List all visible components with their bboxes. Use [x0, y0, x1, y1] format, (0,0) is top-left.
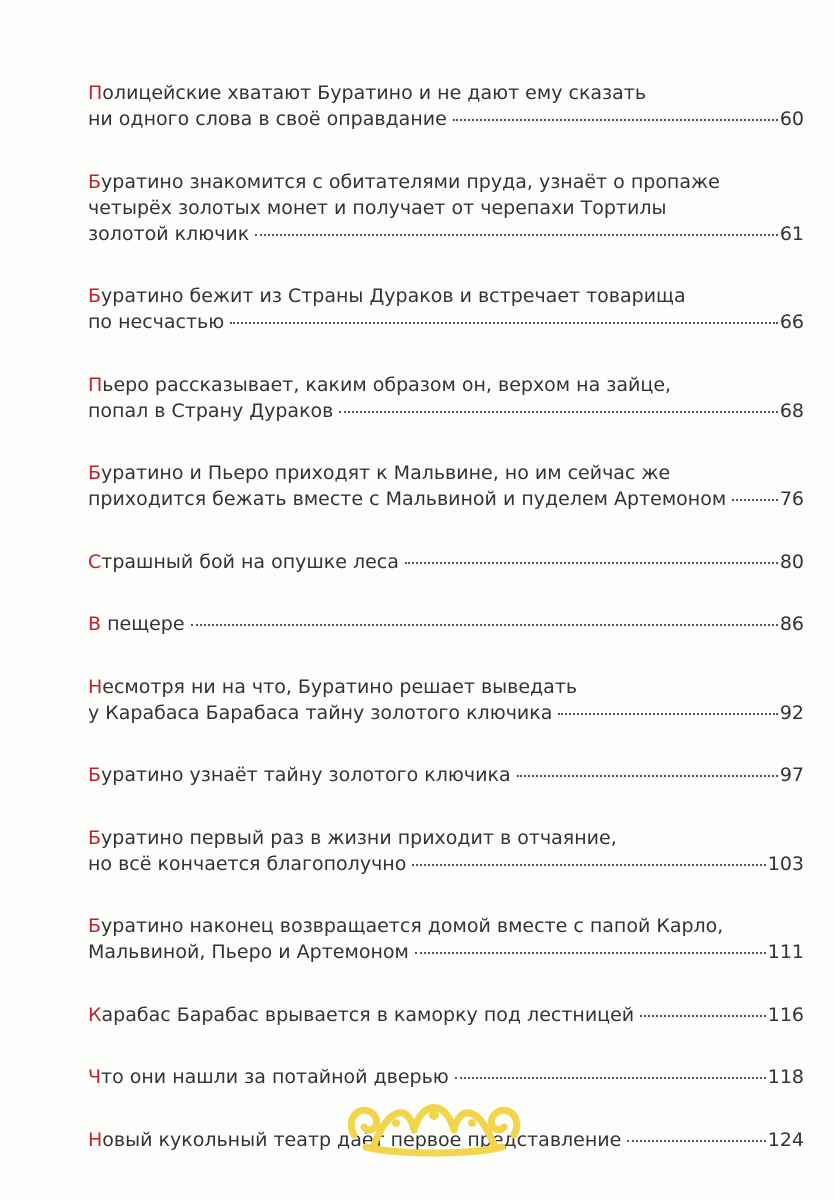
- decorative-scroll-ornament-icon: [344, 1085, 524, 1163]
- toc-entry-text-rest: уратино знакомится с обитателями пруда, узнаёт о пропаже: [101, 170, 720, 193]
- drop-initial: П: [88, 373, 103, 396]
- toc-entry-text: четырёх золотых монет и получает от черепахи Тортилы: [88, 196, 667, 219]
- toc-entry-text: [88, 169, 720, 195]
- toc-entry-text: [88, 283, 686, 309]
- toc-entry-text-rest: уратино первый раз в жизни приходит в отчаяние,: [101, 826, 617, 849]
- toc-entry[interactable]: [88, 80, 804, 132]
- toc-entry[interactable]: [88, 169, 804, 247]
- toc-entry-text-rest: то они нашли за потайной дверью: [101, 1066, 449, 1088]
- toc-entry-line: [88, 939, 804, 965]
- toc-entry-line: [88, 913, 804, 939]
- toc-entry[interactable]: [88, 1002, 804, 1028]
- table-of-contents: [88, 80, 804, 1189]
- dot-leader: [517, 775, 778, 777]
- page-number: 61: [779, 222, 804, 245]
- toc-entry-line: [88, 549, 804, 575]
- page-number: 68: [779, 399, 804, 422]
- toc-entry-text-rest: арабас Барабас врывается в каморку под лестницей: [101, 1003, 635, 1026]
- dot-leader: [732, 499, 778, 501]
- dot-leader: [191, 624, 778, 626]
- dot-leader: [255, 234, 778, 236]
- toc-entry[interactable]: [88, 460, 804, 512]
- drop-initial: Б: [88, 764, 102, 786]
- toc-entry[interactable]: [88, 825, 804, 877]
- page-number: 66: [779, 311, 804, 333]
- toc-entry-text-rest: уратино наконец возвращается домой вместе с папой Карло,: [101, 915, 724, 937]
- drop-initial: П: [88, 82, 103, 104]
- toc-entry-text: [88, 460, 670, 486]
- toc-entry[interactable]: [88, 913, 804, 965]
- dot-leader: [627, 1140, 765, 1142]
- toc-entry-line: [88, 195, 804, 221]
- toc-entry-line: [88, 851, 804, 877]
- drop-initial: Н: [88, 675, 103, 698]
- toc-entry-text: [88, 762, 511, 788]
- toc-entry-line: [88, 825, 804, 851]
- page-number: 86: [779, 613, 804, 635]
- toc-entry-text: [88, 611, 185, 637]
- toc-entry-line: [88, 674, 804, 700]
- drop-initial: Б: [88, 170, 102, 193]
- toc-entry-text: [88, 372, 671, 398]
- dot-leader: [640, 1015, 766, 1017]
- toc-entry[interactable]: [88, 674, 804, 726]
- dot-leader: [230, 322, 778, 324]
- toc-entry-text-rest: уратино бежит из Страны Дураков и встречает товарища: [101, 285, 686, 307]
- dot-leader: [412, 864, 765, 866]
- page-number: 80: [779, 550, 804, 573]
- toc-entry[interactable]: [88, 283, 804, 335]
- toc-entry-line: [88, 169, 804, 195]
- drop-initial: Н: [88, 1128, 103, 1151]
- dot-leader: [455, 1077, 766, 1079]
- drop-initial: В: [88, 613, 102, 635]
- drop-initial: Б: [88, 826, 102, 849]
- toc-entry[interactable]: [88, 372, 804, 424]
- dot-leader: [339, 411, 777, 413]
- dot-leader: [558, 713, 777, 715]
- page-number: 76: [779, 488, 804, 510]
- toc-entry-text: у Карабаса Барабаса тайну золотого ключика: [88, 701, 553, 724]
- toc-entry-text-rest: уратино узнаёт тайну золотого ключика: [101, 764, 511, 786]
- toc-entry-text: золотой ключик: [88, 222, 250, 245]
- toc-entry-text-rest: ьеро рассказывает, каким образом он, верхом на зайце,: [102, 373, 672, 396]
- toc-entry-text: по несчастью: [88, 311, 225, 333]
- toc-entry-text: приходится бежать вместе с Мальвиной и пуделем Артемоном: [88, 488, 727, 510]
- toc-entry-line: [88, 762, 804, 788]
- page-number: 124: [767, 1128, 804, 1151]
- toc-entry-text: [88, 549, 399, 575]
- toc-entry-text: [88, 674, 577, 700]
- toc-entry-text-rest: олицейские хватают Буратино и не дают ему сказать: [102, 82, 647, 104]
- toc-entry-line: [88, 283, 804, 309]
- dot-leader: [405, 562, 778, 564]
- toc-entry[interactable]: [88, 762, 804, 788]
- page-number: 97: [779, 764, 804, 786]
- toc-entry-text: [88, 1002, 634, 1028]
- drop-initial: С: [88, 550, 102, 573]
- toc-entry-text-rest: трашный бой на опушке леса: [101, 550, 399, 573]
- toc-entry-line: [88, 700, 804, 726]
- page-number: 111: [767, 941, 804, 963]
- drop-initial: Ч: [88, 1066, 102, 1088]
- drop-initial: Б: [88, 285, 102, 307]
- toc-entry-text-rest: уратино и Пьеро приходят к Мальвине, но им сейчас же: [101, 462, 671, 484]
- toc-entry-text-rest: есмотря ни на что, Буратино решает выведать: [102, 675, 578, 698]
- toc-entry-line: [88, 309, 804, 335]
- toc-entry-line: [88, 398, 804, 424]
- toc-entry-text: [88, 825, 617, 851]
- toc-entry-line: [88, 1002, 804, 1028]
- toc-entry-text: но всё кончается благополучно: [88, 852, 407, 875]
- page-number: 118: [767, 1066, 804, 1088]
- page-number: 92: [779, 701, 804, 724]
- toc-entry-line: [88, 486, 804, 512]
- drop-initial: Б: [88, 915, 102, 937]
- dot-leader: [415, 952, 766, 954]
- toc-entry[interactable]: [88, 549, 804, 575]
- toc-entry-text: [88, 80, 646, 106]
- drop-initial: К: [88, 1003, 102, 1026]
- dot-leader: [453, 119, 778, 121]
- toc-entry-text-rest: пещере: [101, 613, 185, 635]
- toc-entry-text: [88, 913, 723, 939]
- toc-entry-line: [88, 221, 804, 247]
- page-number: 60: [779, 108, 804, 130]
- drop-initial: Б: [88, 462, 102, 484]
- page-number: 103: [767, 852, 804, 875]
- toc-entry-line: [88, 372, 804, 398]
- toc-entry-line: [88, 460, 804, 486]
- toc-entry-text-rest: овый кукольный театр даёт первое представление: [102, 1128, 622, 1151]
- toc-entry-text: Мальвиной, Пьеро и Артемоном: [88, 941, 409, 963]
- toc-entry-line: [88, 80, 804, 106]
- toc-entry-text: попал в Страну Дураков: [88, 399, 334, 422]
- toc-entry-line: [88, 611, 804, 637]
- toc-entry-text: ни одного слова в своё оправдание: [88, 108, 447, 130]
- toc-entry-line: [88, 106, 804, 132]
- toc-entry[interactable]: [88, 611, 804, 637]
- page-number: 116: [767, 1003, 804, 1026]
